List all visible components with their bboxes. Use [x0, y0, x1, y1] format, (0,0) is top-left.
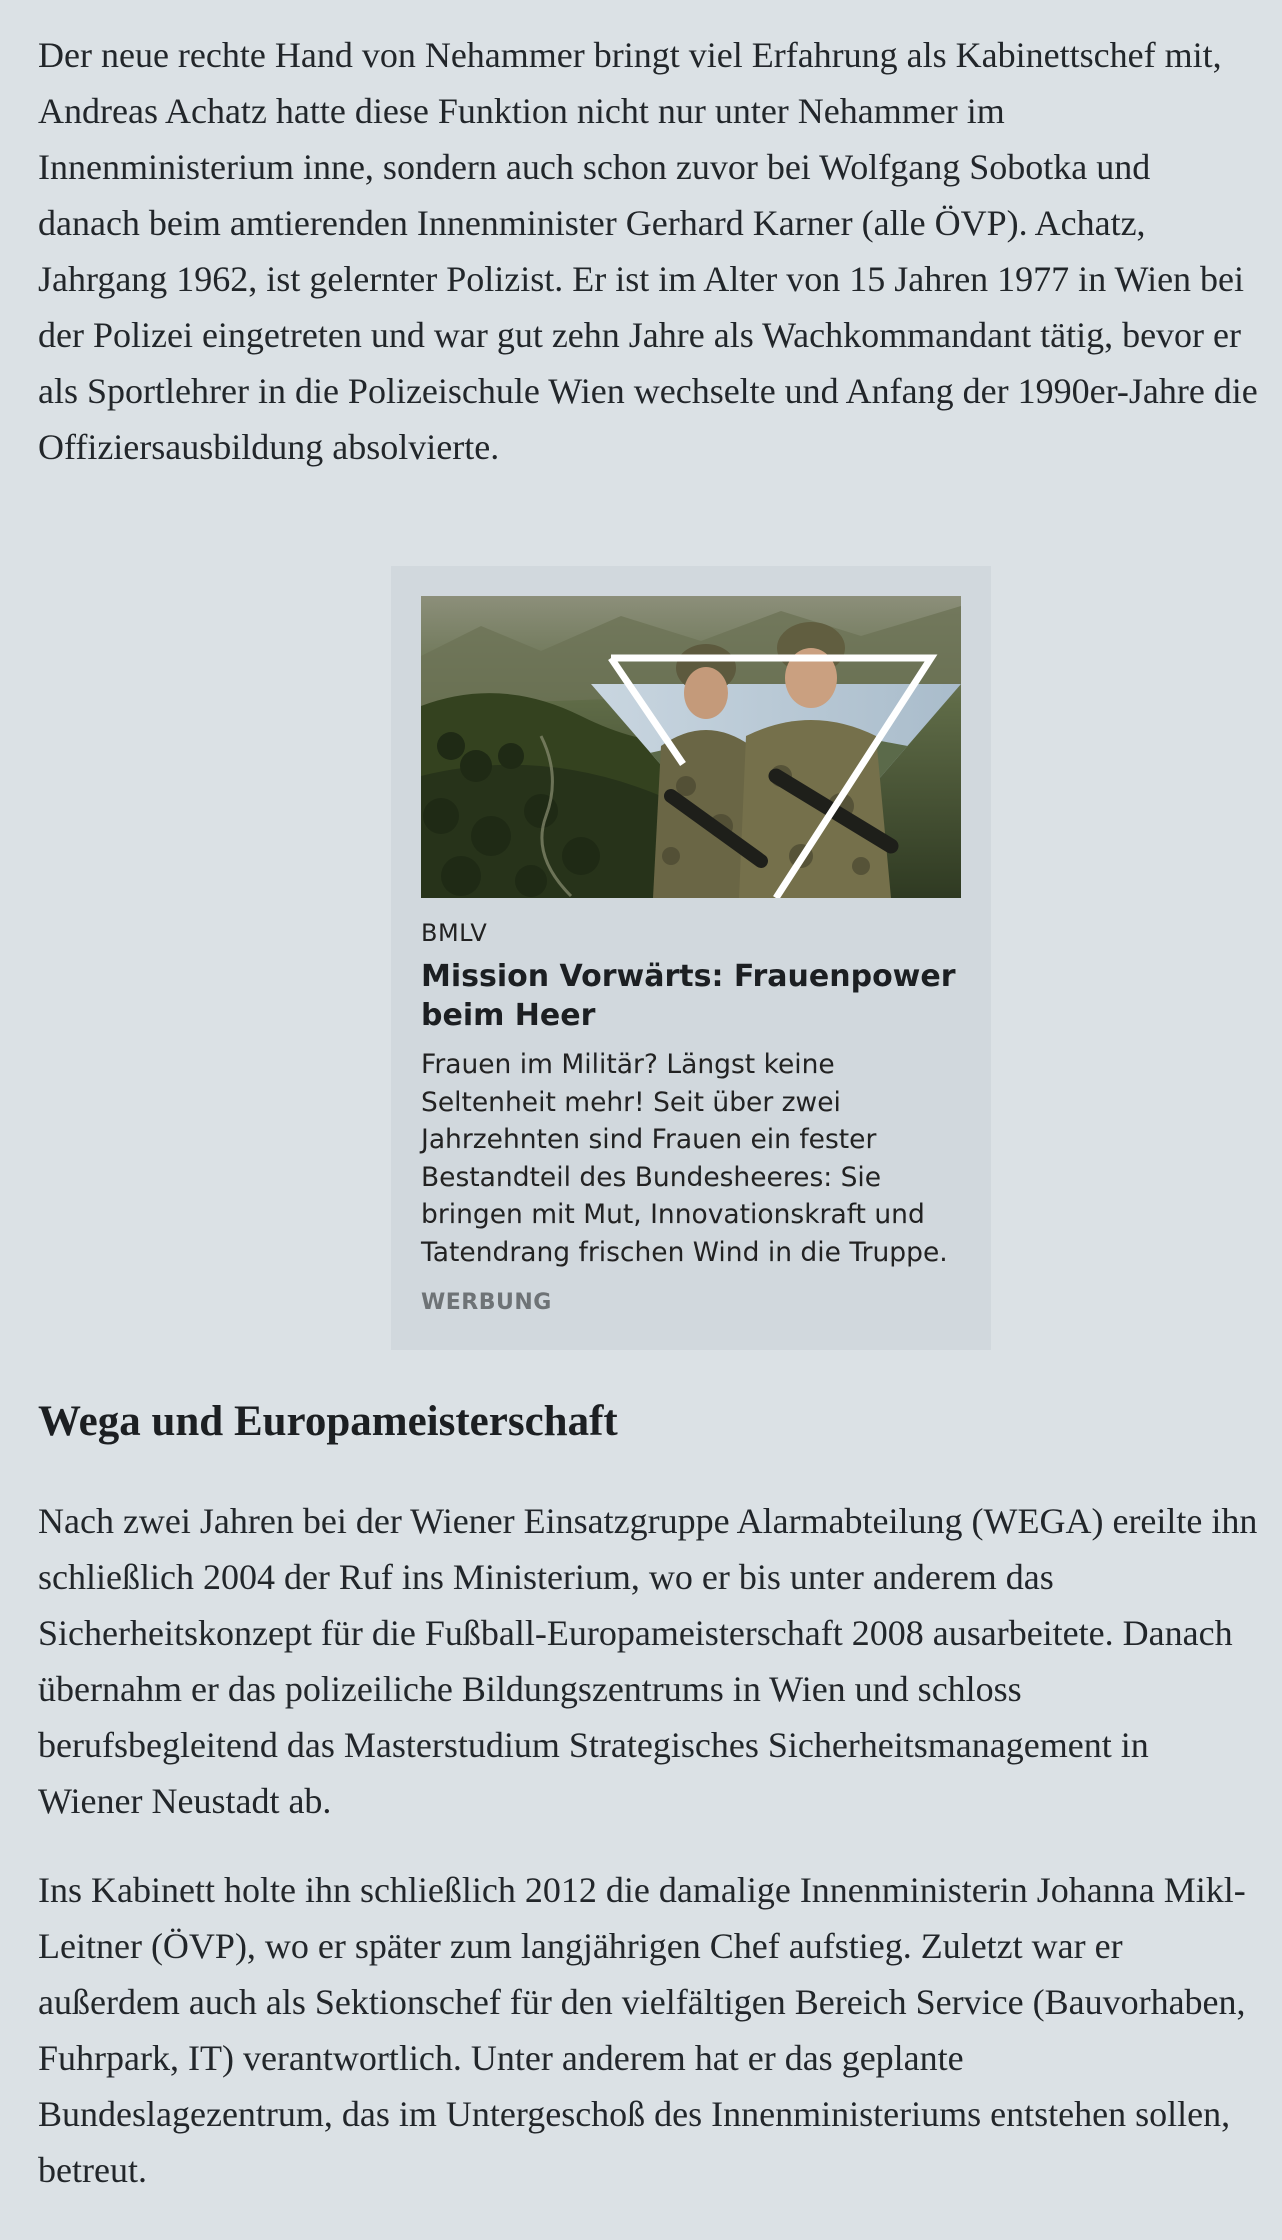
sponsored-teaser-card[interactable] [391, 566, 991, 1350]
article-paragraph-3: Ins Kabinett holte ihn schließlich 2012 die damalige Innenministerin Johanna Mikl-Leitner (ÖVP), wo er später zum langjährigen Chef aufstieg. Zuletzt war er außerdem auch als Sektionschef für den vielfältigen Bereich Service (Bauvorhaben, Fuhrpark, IT) verantwortlich. Unter anderem hat er das geplante Bundeslagezentrum, das im Untergeschoß des Innenministeriums entstehen sollen, betreut. [38, 1870, 1246, 2190]
ad-image [421, 596, 961, 898]
advertisement-label: WERBUNG [421, 1290, 552, 1315]
ad-description: Frauen im Militär? Längst keine Seltenheit mehr! Seit über zwei Jahrzehnten sind Frauen ein fester Bestandteil des Bundesheeres: Sie bringen mit Mut, Innovationskraft und Tatendrang frischen Wind in die Truppe. [421, 1049, 948, 1268]
article-paragraph-2: Nach zwei Jahren bei der Wiener Einsatzgruppe Alarmabteilung (WEGA) ereilte ihn schließlich 2004 der Ruf ins Ministerium, wo er bis unter anderem das Sicherheitskonzept für die Fußball-Europameisterschaft 2008 ausarbeitete. Danach übernahm er das polizeiliche Bildungszentrums in Wien und schloss berufsbegleitend das Masterstudium Strategisches Sicherheitsmanagement in Wiener Neustadt ab. [38, 1501, 1258, 1821]
article-paragraph-1: Der neue rechte Hand von Nehammer bringt viel Erfahrung als Kabinettschef mit, Andreas Achatz hatte diese Funktion nicht nur unter Nehammer im Innenministerium inne, sondern auch schon zuvor bei Wolfgang Sobotka und danach beim amtierenden Innenminister Gerhard Karner (alle ÖVP). Achatz, Jahrgang 1962, ist gelernter Polizist. Er ist im Alter von 15 Jahren 1977 in Wien bei der Polizei eingetreten und war gut zehn Jahre als Wachkommandant tätig, bevor er als Sportlehrer in die Polizeischule Wien wechselte und Anfang der 1990er-Jahre die Offiziersausbildung absolvierte. [38, 35, 1258, 467]
ad-title[interactable]: Mission Vorwärts: Frauenpower beim Heer [421, 959, 956, 1033]
section-heading: Wega und Europameisterschaft [38, 1398, 618, 1445]
ad-source: BMLV [421, 919, 488, 947]
